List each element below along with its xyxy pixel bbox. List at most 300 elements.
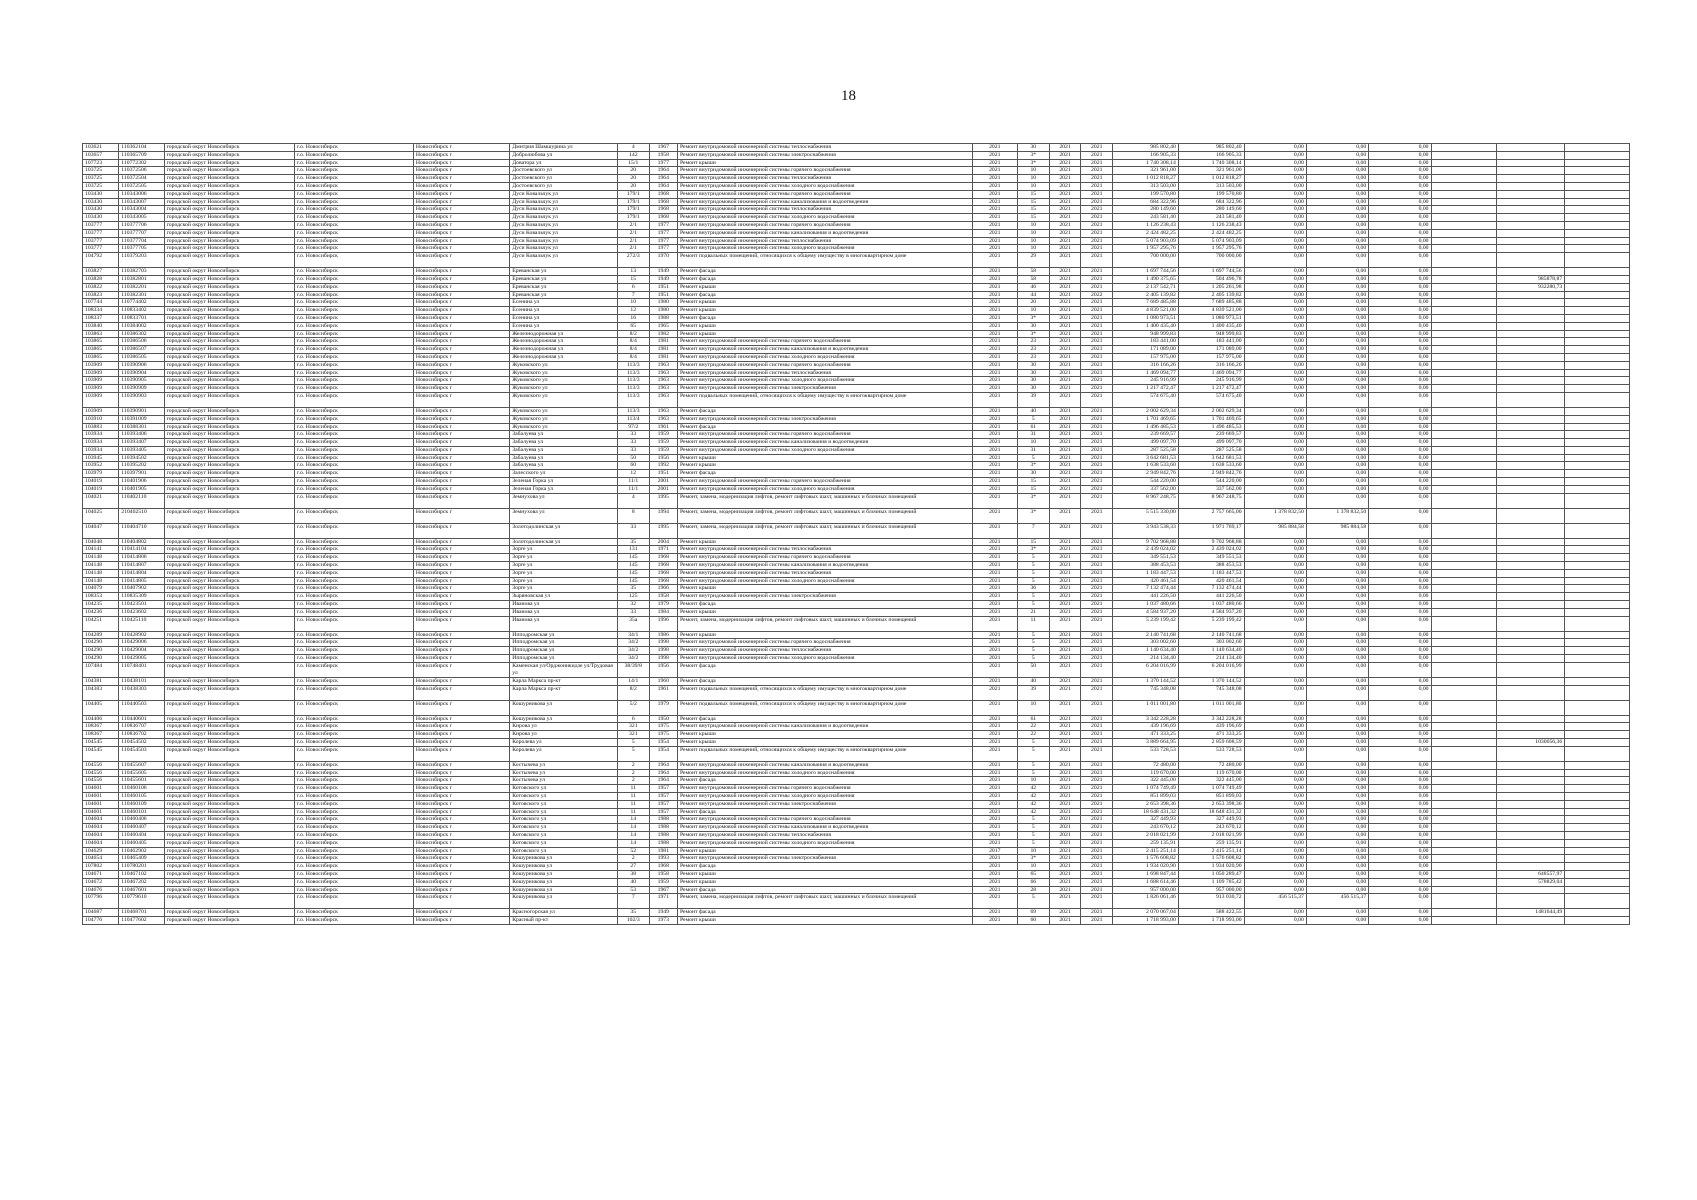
cell-budget-b: 0,00: [1306, 569, 1368, 577]
cell-city: Новосибирск г: [413, 353, 509, 361]
cell-budget-a: 0,00: [1244, 462, 1306, 470]
cell-budget-a: 0,00: [1244, 800, 1306, 808]
cell-end-year: 2021: [1081, 322, 1113, 330]
cell-end-year: 2021: [1081, 593, 1113, 601]
cell-extra-2: [1497, 847, 1565, 855]
cell-work-type: Ремонт внутридомовой инженерной системы электроснабжения: [677, 593, 972, 601]
cell-build-year: 1979: [649, 700, 677, 715]
cell-house-number: 40: [617, 878, 649, 886]
cell-extra-1: [1431, 886, 1497, 894]
cell-plan-year: 2021: [972, 601, 1017, 609]
cell-budget-b: 0,00: [1306, 870, 1368, 878]
cell-district: г.о. Новосибирск: [294, 800, 413, 808]
cell-city: Новосибирск г: [413, 647, 509, 655]
cell-wear: 10: [1017, 245, 1049, 253]
cell-work-id: 110467102: [119, 870, 164, 878]
cell-work-type: Ремонт крыши: [677, 878, 972, 886]
cell-house-number: 4: [617, 493, 649, 508]
cell-work-id: 110407902: [119, 585, 164, 593]
cell-end-year: 2021: [1081, 144, 1113, 152]
cell-municipality: городской округ Новосибирск: [164, 662, 294, 677]
cell-extra-1: [1431, 631, 1497, 639]
cell-extra-1: [1431, 585, 1497, 593]
cell-district: г.о. Новосибирск: [294, 616, 413, 631]
table-row: [83, 917, 1630, 925]
cell-extra-2: [1497, 182, 1565, 190]
cell-total-cost: 3 943 538,33: [1113, 523, 1179, 538]
cell-budget-b: 0,00: [1306, 151, 1368, 159]
cell-total-cost: 2 140 741,68: [1113, 631, 1179, 639]
cell-city: Новосибирск г: [413, 478, 509, 486]
table-row: [83, 723, 1630, 731]
cell-work-id: 110438101: [119, 677, 164, 685]
cell-municipality: городской округ Новосибирск: [164, 369, 294, 377]
cell-end-year: 2021: [1081, 338, 1113, 346]
cell-district: г.о. Новосибирск: [294, 214, 413, 222]
cell-budget-a: 0,00: [1244, 824, 1306, 832]
cell-total-cost: 166 905,33: [1113, 151, 1179, 159]
cell-start-year: 2021: [1049, 769, 1081, 777]
cell-extra-3: [1565, 700, 1630, 715]
cell-start-year: 2021: [1049, 585, 1081, 593]
cell-total-cost: 322 445,00: [1113, 777, 1179, 785]
cell-work-type: Ремонт фасада: [677, 407, 972, 415]
cell-budget-b: 0,00: [1306, 538, 1368, 546]
cell-municipality: городской округ Новосибирск: [164, 855, 294, 863]
cell-plan-year: 2021: [972, 685, 1017, 700]
cell-extra-3: [1565, 415, 1630, 423]
cell-city: Новосибирск г: [413, 723, 509, 731]
cell-fund-cost: 1 205 261,98: [1178, 283, 1244, 291]
cell-municipality: городской округ Новосибирск: [164, 909, 294, 917]
cell-house-id: 104019: [83, 478, 119, 486]
cell-district: г.о. Новосибирск: [294, 700, 413, 715]
cell-street: Есенина ул: [510, 307, 618, 315]
cell-work-id: 110460406: [119, 816, 164, 824]
cell-fund-cost: 1 718 993,00: [1178, 917, 1244, 925]
cell-extra-1: [1431, 229, 1497, 237]
cell-work-id: 110395202: [119, 462, 164, 470]
cell-start-year: 2021: [1049, 423, 1081, 431]
cell-budget-c: 0,00: [1369, 283, 1431, 291]
cell-plan-year: 2021: [972, 761, 1017, 769]
cell-budget-a: 0,00: [1244, 731, 1306, 739]
cell-budget-a: 0,00: [1244, 275, 1306, 283]
cell-plan-year: 2021: [972, 793, 1017, 801]
cell-fund-cost: 684 322,96: [1178, 198, 1244, 206]
table-row: [83, 377, 1630, 385]
cell-end-year: 2021: [1081, 585, 1113, 593]
cell-extra-3: [1565, 385, 1630, 393]
cell-extra-3: [1565, 144, 1630, 152]
cell-municipality: городской округ Новосибирск: [164, 824, 294, 832]
cell-house-number: 5: [617, 746, 649, 761]
cell-work-type: Ремонт внутридомовой инженерной системы холодного водоснабжения: [677, 655, 972, 663]
cell-budget-c: 0,00: [1369, 454, 1431, 462]
cell-end-year: 2021: [1081, 761, 1113, 769]
cell-end-year: 2021: [1081, 569, 1113, 577]
cell-house-number: 2: [617, 769, 649, 777]
cell-extra-3: [1565, 562, 1630, 570]
cell-work-id: 110343007: [119, 198, 164, 206]
cell-wear: 23: [1017, 353, 1049, 361]
cell-district: г.о. Новосибирск: [294, 175, 413, 183]
cell-extra-2: [1497, 863, 1565, 871]
cell-extra-3: [1565, 839, 1630, 847]
cell-budget-a: 0,00: [1244, 338, 1306, 346]
cell-municipality: городской округ Новосибирск: [164, 523, 294, 538]
cell-work-id: 110467202: [119, 878, 164, 886]
cell-work-type: Ремонт внутридомовой инженерной системы горячего водоснабжения: [677, 785, 972, 793]
cell-budget-c: 0,00: [1369, 538, 1431, 546]
cell-wear: 10: [1017, 700, 1049, 715]
cell-extra-3: [1565, 407, 1630, 415]
cell-work-type: Ремонт внутридомовой инженерной системы электроснабжения: [677, 415, 972, 423]
cell-house-number: 2/1: [617, 229, 649, 237]
cell-wear: 31: [1017, 446, 1049, 454]
cell-extra-1: [1431, 144, 1497, 152]
cell-district: г.о. Новосибирск: [294, 808, 413, 816]
cell-plan-year: 2021: [972, 855, 1017, 863]
cell-house-id: 104556: [83, 769, 119, 777]
cell-house-id: 104604: [83, 839, 119, 847]
cell-house-number: 2: [617, 777, 649, 785]
cell-total-cost: 18 648 431,32: [1113, 808, 1179, 816]
cell-start-year: 2021: [1049, 353, 1081, 361]
table-row: [83, 662, 1630, 677]
cell-district: г.о. Новосибирск: [294, 562, 413, 570]
cell-extra-3: [1565, 423, 1630, 431]
cell-house-number: 35: [617, 909, 649, 917]
cell-work-type: Ремонт фасада: [677, 275, 972, 283]
cell-extra-3: [1565, 478, 1630, 486]
cell-plan-year: 2021: [972, 894, 1017, 909]
table-row: [83, 577, 1630, 585]
cell-extra-2: [1497, 647, 1565, 655]
cell-plan-year: 2021: [972, 229, 1017, 237]
cell-extra-3: [1565, 523, 1630, 538]
cell-fund-cost: 504 496,78: [1178, 275, 1244, 283]
cell-work-type: Ремонт внутридомовой инженерной системы горячего водоснабжения: [677, 478, 972, 486]
table-row: [83, 639, 1630, 647]
cell-wear: 39: [1017, 392, 1049, 407]
cell-extra-3: [1565, 554, 1630, 562]
cell-fund-cost: 9 702 968,88: [1178, 538, 1244, 546]
cell-budget-b: 0,00: [1306, 554, 1368, 562]
cell-total-cost: 1 957 295,76: [1113, 245, 1179, 253]
cell-plan-year: 2021: [972, 144, 1017, 152]
cell-street: Жуковского ул: [510, 385, 618, 393]
cell-street: Забалуева ул: [510, 439, 618, 447]
cell-plan-year: 2021: [972, 415, 1017, 423]
cell-plan-year: 2021: [972, 485, 1017, 493]
cell-street: Котовского ул: [510, 800, 618, 808]
cell-house-number: 33: [617, 431, 649, 439]
cell-budget-a: 0,00: [1244, 392, 1306, 407]
cell-total-cost: 321 961,00: [1113, 167, 1179, 175]
cell-wear: 3*: [1017, 508, 1049, 523]
cell-end-year: 2021: [1081, 639, 1113, 647]
cell-budget-b: 0,00: [1306, 182, 1368, 190]
cell-street: Жуковского ул: [510, 392, 618, 407]
cell-end-year: 2021: [1081, 631, 1113, 639]
cell-work-type: Ремонт внутридомовой инженерной системы холодного водоснабжения: [677, 485, 972, 493]
page-number: 18: [841, 88, 856, 104]
cell-municipality: городской округ Новосибирск: [164, 538, 294, 546]
cell-extra-1: [1431, 839, 1497, 847]
cell-fund-cost: 1 740 308,14: [1178, 159, 1244, 167]
cell-house-id: 103827: [83, 268, 119, 276]
cell-budget-c: 0,00: [1369, 338, 1431, 346]
cell-start-year: 2021: [1049, 785, 1081, 793]
cell-end-year: 2021: [1081, 816, 1113, 824]
cell-budget-a: 0,00: [1244, 415, 1306, 423]
cell-street: Ереванская ул: [510, 283, 618, 291]
cell-house-id: 108367: [83, 723, 119, 731]
cell-end-year: 2021: [1081, 485, 1113, 493]
cell-house-id: 104148: [83, 554, 119, 562]
cell-work-type: Ремонт подвальных помещений, относящихся к общему имуществу в многоквартирном доме: [677, 746, 972, 761]
cell-plan-year: 2021: [972, 214, 1017, 222]
table-row: [83, 793, 1630, 801]
cell-wear: 5: [1017, 593, 1049, 601]
cell-work-id: 110386506: [119, 338, 164, 346]
cell-end-year: 2021: [1081, 662, 1113, 677]
cell-budget-b: 0,00: [1306, 677, 1368, 685]
cell-work-type: Ремонт крыши: [677, 299, 972, 307]
cell-street: Золотодолинская ул: [510, 538, 618, 546]
cell-house-number: 8/4: [617, 338, 649, 346]
cell-city: Новосибирск г: [413, 685, 509, 700]
cell-budget-a: 0,00: [1244, 253, 1306, 268]
cell-city: Новосибирск г: [413, 639, 509, 647]
cell-start-year: 2021: [1049, 299, 1081, 307]
cell-work-id: 110390903: [119, 392, 164, 407]
cell-district: г.о. Новосибирск: [294, 346, 413, 354]
cell-city: Новосибирск г: [413, 585, 509, 593]
table-row: [83, 631, 1630, 639]
cell-fund-cost: 1 957 295,76: [1178, 245, 1244, 253]
cell-extra-1: [1431, 307, 1497, 315]
cell-total-cost: 2 415 251,14: [1113, 847, 1179, 855]
table-row: [83, 322, 1630, 330]
cell-district: г.о. Новосибирск: [294, 385, 413, 393]
cell-budget-b: 0,00: [1306, 639, 1368, 647]
cell-extra-3: [1565, 159, 1630, 167]
cell-extra-2: [1497, 577, 1565, 585]
cell-extra-3: [1565, 577, 1630, 585]
cell-build-year: 1981: [649, 338, 677, 346]
cell-total-cost: 1 469 094,77: [1113, 369, 1179, 377]
cell-extra-2: [1497, 431, 1565, 439]
cell-budget-b: 0,00: [1306, 392, 1368, 407]
cell-build-year: 1977: [649, 221, 677, 229]
cell-wear: 10: [1017, 182, 1049, 190]
cell-work-type: Ремонт фасада: [677, 886, 972, 894]
cell-start-year: 2021: [1049, 677, 1081, 685]
cell-extra-1: [1431, 593, 1497, 601]
cell-district: г.о. Новосибирск: [294, 593, 413, 601]
cell-total-cost: 2 424 482,25: [1113, 229, 1179, 237]
cell-plan-year: 2021: [972, 639, 1017, 647]
cell-house-id: 104601: [83, 793, 119, 801]
cell-street: Кирова ул: [510, 723, 618, 731]
cell-work-id: 110390906: [119, 361, 164, 369]
cell-end-year: 2021: [1081, 454, 1113, 462]
cell-fund-cost: 2 140 741,68: [1178, 631, 1244, 639]
cell-budget-b: 0,00: [1306, 415, 1368, 423]
cell-start-year: 2021: [1049, 493, 1081, 508]
cell-house-id: 104792: [83, 253, 119, 268]
cell-budget-a: 0,00: [1244, 769, 1306, 777]
cell-budget-c: 0,00: [1369, 493, 1431, 508]
cell-build-year: 1975: [649, 723, 677, 731]
cell-work-id: 110468701: [119, 909, 164, 917]
cell-district: г.о. Новосибирск: [294, 739, 413, 747]
cell-fund-cost: 316 166,26: [1178, 361, 1244, 369]
cell-fund-cost: 2 424 482,25: [1178, 229, 1244, 237]
cell-fund-cost: 2 415 251,14: [1178, 847, 1244, 855]
cell-total-cost: 214 134,40: [1113, 655, 1179, 663]
cell-house-id: 104235: [83, 601, 119, 609]
cell-budget-c: 0,00: [1369, 824, 1431, 832]
cell-municipality: городской округ Новосибирск: [164, 761, 294, 769]
cell-municipality: городской округ Новосибирск: [164, 631, 294, 639]
cell-municipality: городской округ Новосибирск: [164, 554, 294, 562]
cell-extra-2: [1497, 415, 1565, 423]
cell-budget-a: 0,00: [1244, 662, 1306, 677]
cell-city: Новосибирск г: [413, 662, 509, 677]
cell-fund-cost: 388 453,53: [1178, 562, 1244, 570]
cell-budget-b: 0,00: [1306, 616, 1368, 631]
cell-total-cost: 4 584 937,20: [1113, 608, 1179, 616]
cell-extra-3: [1565, 377, 1630, 385]
cell-house-id: 103909: [83, 392, 119, 407]
cell-build-year: 1998: [649, 639, 677, 647]
cell-extra-2: [1497, 385, 1565, 393]
cell-municipality: городской округ Новосибирск: [164, 314, 294, 322]
cell-work-id: 110414807: [119, 562, 164, 570]
cell-extra-1: [1431, 639, 1497, 647]
cell-municipality: городской округ Новосибирск: [164, 493, 294, 508]
cell-house-id: 107802: [83, 863, 119, 871]
cell-wear: 44: [1017, 291, 1049, 299]
cell-fund-cost: 1 697 744,56: [1178, 268, 1244, 276]
cell-build-year: 1963: [649, 415, 677, 423]
cell-budget-a: 0,00: [1244, 439, 1306, 447]
cell-municipality: городской округ Новосибирск: [164, 214, 294, 222]
cell-work-type: Ремонт внутридомовой инженерной системы горячего водоснабжения: [677, 221, 972, 229]
cell-extra-2: [1497, 268, 1565, 276]
cell-house-number: 11: [617, 785, 649, 793]
cell-work-type: Ремонт крыши: [677, 283, 972, 291]
cell-work-type: Ремонт крыши: [677, 631, 972, 639]
cell-extra-3: [1565, 253, 1630, 268]
cell-plan-year: 2021: [972, 245, 1017, 253]
cell-budget-b: 0,00: [1306, 253, 1368, 268]
cell-work-type: Ремонт крыши: [677, 538, 972, 546]
cell-budget-b: 0,00: [1306, 369, 1368, 377]
cell-budget-c: 0,00: [1369, 369, 1431, 377]
cell-municipality: городской округ Новосибирск: [164, 338, 294, 346]
cell-work-id: 110362104: [119, 144, 164, 152]
cell-budget-c: 0,00: [1369, 291, 1431, 299]
cell-end-year: 2021: [1081, 314, 1113, 322]
cell-extra-1: [1431, 439, 1497, 447]
cell-extra-2: [1497, 369, 1565, 377]
cell-end-year: 2021: [1081, 562, 1113, 570]
cell-work-type: Ремонт внутридомовой инженерной системы горячего водоснабжения: [677, 361, 972, 369]
cell-city: Новосибирск г: [413, 761, 509, 769]
cell-end-year: 2022: [1081, 291, 1113, 299]
cell-budget-a: 0,00: [1244, 307, 1306, 315]
cell-budget-c: 0,00: [1369, 353, 1431, 361]
cell-extra-1: [1431, 275, 1497, 283]
cell-work-type: Ремонт внутридомовой инженерной системы теплоснабжения: [677, 569, 972, 577]
cell-work-id: 110414804: [119, 569, 164, 577]
cell-work-type: Ремонт внутридомовой инженерной системы электроснабжения: [677, 855, 972, 863]
cell-municipality: городской округ Новосибирск: [164, 886, 294, 894]
cell-fund-cost: 2 859 608,59: [1178, 739, 1244, 747]
cell-build-year: 1968: [649, 569, 677, 577]
cell-total-cost: 8 967 248,75: [1113, 493, 1179, 508]
cell-budget-c: 0,00: [1369, 423, 1431, 431]
cell-budget-b: 0,00: [1306, 221, 1368, 229]
cell-work-type: Ремонт внутридомовой инженерной системы теплоснабжения: [677, 206, 972, 214]
cell-house-number: 272/3: [617, 253, 649, 268]
cell-build-year: 1959: [649, 878, 677, 886]
cell-work-id: 110780201: [119, 863, 164, 871]
cell-extra-3: [1565, 677, 1630, 685]
table-row: [83, 562, 1630, 570]
cell-budget-a: 0,00: [1244, 229, 1306, 237]
cell-house-id: 103934: [83, 446, 119, 454]
cell-build-year: 1988: [649, 839, 677, 847]
cell-extra-3: [1565, 214, 1630, 222]
cell-house-number: 113/3: [617, 407, 649, 415]
cell-municipality: городской округ Новосибирск: [164, 283, 294, 291]
cell-district: г.о. Новосибирск: [294, 392, 413, 407]
cell-total-cost: 1 576 608,82: [1113, 855, 1179, 863]
cell-total-cost: 239 669,57: [1113, 431, 1179, 439]
cell-fund-cost: 243 581,40: [1178, 214, 1244, 222]
cell-budget-a: 0,00: [1244, 577, 1306, 585]
cell-city: Новосибирск г: [413, 330, 509, 338]
cell-work-id: 110365709: [119, 151, 164, 159]
cell-end-year: 2021: [1081, 167, 1113, 175]
cell-extra-3: [1565, 800, 1630, 808]
cell-house-number: 11: [617, 808, 649, 816]
cell-district: г.о. Новосибирск: [294, 485, 413, 493]
cell-extra-2: [1497, 508, 1565, 523]
cell-budget-c: 0,00: [1369, 245, 1431, 253]
cell-fund-cost: 700 000,00: [1178, 253, 1244, 268]
cell-municipality: городской округ Новосибирск: [164, 847, 294, 855]
cell-budget-b: 0,00: [1306, 229, 1368, 237]
cell-extra-1: [1431, 190, 1497, 198]
cell-plan-year: 2021: [972, 870, 1017, 878]
cell-total-cost: 245 916,99: [1113, 377, 1179, 385]
cell-street: Ереванская ул: [510, 291, 618, 299]
cell-fund-cost: 259 135,91: [1178, 839, 1244, 847]
cell-city: Новосибирск г: [413, 631, 509, 639]
cell-house-number: 2/1: [617, 221, 649, 229]
cell-work-id: 110379203: [119, 253, 164, 268]
cell-plan-year: 2021: [972, 338, 1017, 346]
cell-budget-a: 0,00: [1244, 808, 1306, 816]
cell-house-number: 8/4: [617, 346, 649, 354]
table-row: [83, 346, 1630, 354]
